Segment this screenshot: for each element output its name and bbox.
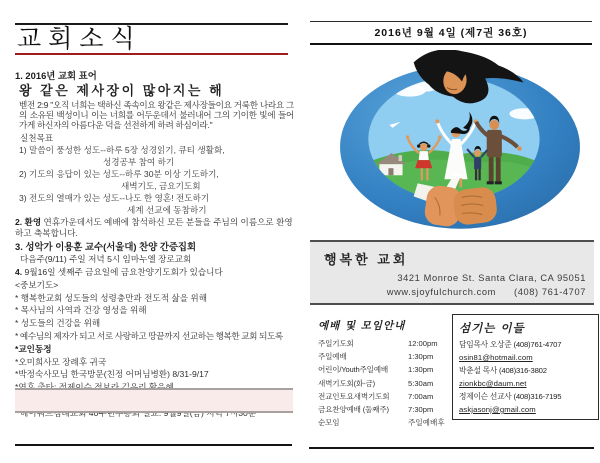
goal-3-cont: 세계 선교에 동참하기 [127,204,207,215]
item3-heading: 3. 성악가 이용훈 교수(서울대) 찬양 간증집회 [15,241,197,253]
schedule-item-name: 전교인토요새벽기도회 [318,391,390,401]
schedule-item-time: 1:30pm [408,365,434,375]
masthead-red-rule [15,53,288,55]
schedule-row [318,390,456,403]
goal-1: 1) 말씀이 풍성한 성도--하루 5장 성경읽기, 큐티 생활화, [19,145,225,156]
practice-goals-heading: 실천목표 [20,132,54,143]
servant-email-link[interactable]: zionkbc@daum.net [459,379,527,388]
prayer-item-4: * 예수님의 제자가 되고 서로 사랑하고 땅끝까지 선교하는 행복한 교회 되도록 [15,330,283,341]
church-news-column [15,68,294,419]
member-news-1: *오미희사모 장례후 귀국 [15,356,107,367]
schedule-item-name: 순모임 [318,418,340,428]
church-name: 행복한 교회 [324,252,409,267]
prayer-item-1: * 행복한교회 성도들의 성령충만과 전도적 삶을 위해 [15,292,208,303]
goal-2-cont: 새벽기도, 금요기도회 [121,181,201,192]
worship-schedule [318,318,456,429]
schedule-item-time: 5:30am [408,378,434,388]
schedule-row [318,416,456,429]
prayer-item-2: * 목사님의 사역과 건강 영성을 위해 [15,305,147,316]
family-embrace-graphic [333,50,585,234]
item2-label: 2. 환영 [15,216,42,227]
prayer-item-3: * 성도들의 건강을 위해 [15,318,101,329]
schedule-item-name: 새벽기도회(화-금) [318,378,375,388]
schedule-item-time: 주일예배후 [408,418,445,428]
servant-entry-name: 박춘설 목사 (408)316-3802 [459,366,547,375]
schedule-row [318,377,456,390]
empty-pink-banner [15,388,293,413]
servant-entry-name: 정제이슨 선교사 (408)316-7195 [459,392,562,401]
member-news-heading: *교인동정 [15,343,52,354]
schedule-item-name: 주일예배 [318,352,347,362]
church-info-panel [310,240,594,305]
schedule-item-name: 주일기도회 [318,339,354,348]
schedule-item-time: 7:30pm [408,405,434,415]
schedule-row [318,337,456,350]
schedule-item-time: 12:00pm [408,339,438,348]
schedule-item-name: 금요찬양예배 (둘째주) [318,405,389,415]
item4-notice [15,267,294,278]
schedule-item-time: 1:30pm [408,352,434,362]
goal-3: 3) 전도의 열매가 있는 성도--나도 한 영혼! 전도하기 [19,192,210,203]
page-title: 교회소식 [17,24,142,53]
right-footer-rule [309,447,594,449]
item2-text: 연휴가운데서도 예배에 참석하신 모든 분들을 주님의 이름으로 환영하고 축복합니다. [15,216,293,239]
church-phone: (408) 761-4707 [514,287,586,297]
item1-heading: 1. 2016년 교회 표어 [15,70,97,81]
servant-email-link[interactable]: askjasonj@gmail.com [459,405,536,414]
church-address: 3421 Monroe St. Santa Clara, CA 95051 [397,273,586,283]
schedule-title: 예배 및 모임안내 [318,320,406,332]
bible-verse: 벧전 2:9 "오직 너희는 택하신 족속이요 왕같은 제사장들이요 거룩한 나라요 그의 소유된 백성이니 이는 너희를 어두운데서 불러내어 그의 기이한 빛에 들어가게 하신자의 아름다운 덕을 선전하게 하려 하심이라." [19,100,294,131]
member-news-2: *박정숙사모님 한국방문(친정 어머님병환) 8/31-9/17 [15,369,209,380]
schedule-item-time: 7:00am [408,391,434,401]
servants-box [452,314,599,420]
item4-label: 4. [15,266,23,277]
schedule-row [318,350,456,363]
schedule-row [318,363,456,376]
left-footer-rule [15,444,292,446]
goal-2: 2) 기도의 응답이 있는 성도--하루 30분 이상 기도하기, [19,169,219,180]
servant-email-link[interactable]: osin81@hotmail.com [459,353,533,362]
goal-1-cont: 성경공부 참여 하기 [103,157,175,168]
schedule-item-name: 어린이/Youth주일예배 [318,365,389,375]
year-slogan: 왕 같은 제사장이 많아지는 해 [19,83,225,99]
item4-text: 9월16일 셋째주 금요일에 금요찬양기도회가 있습니다 [22,266,223,277]
item2-welcome [15,217,294,240]
item3-detail: 다음주(9/11) 주일 저녁 5시 임마누엘 장로교회 [20,254,192,265]
intercession-heading: <중보기도> [15,279,59,290]
church-website: www.sjoyfulchurch.com [386,287,497,297]
servant-entry-name: 담임목사 오상준 (408)761-4707 [459,340,562,349]
servants-title: 섬기는 이들 [459,321,525,335]
issue-date-header: 2016년 9월 4일 (제7권 36호) [310,21,592,45]
schedule-row [318,403,456,416]
masthead [15,23,288,55]
family-embrace-illustration [333,50,585,239]
